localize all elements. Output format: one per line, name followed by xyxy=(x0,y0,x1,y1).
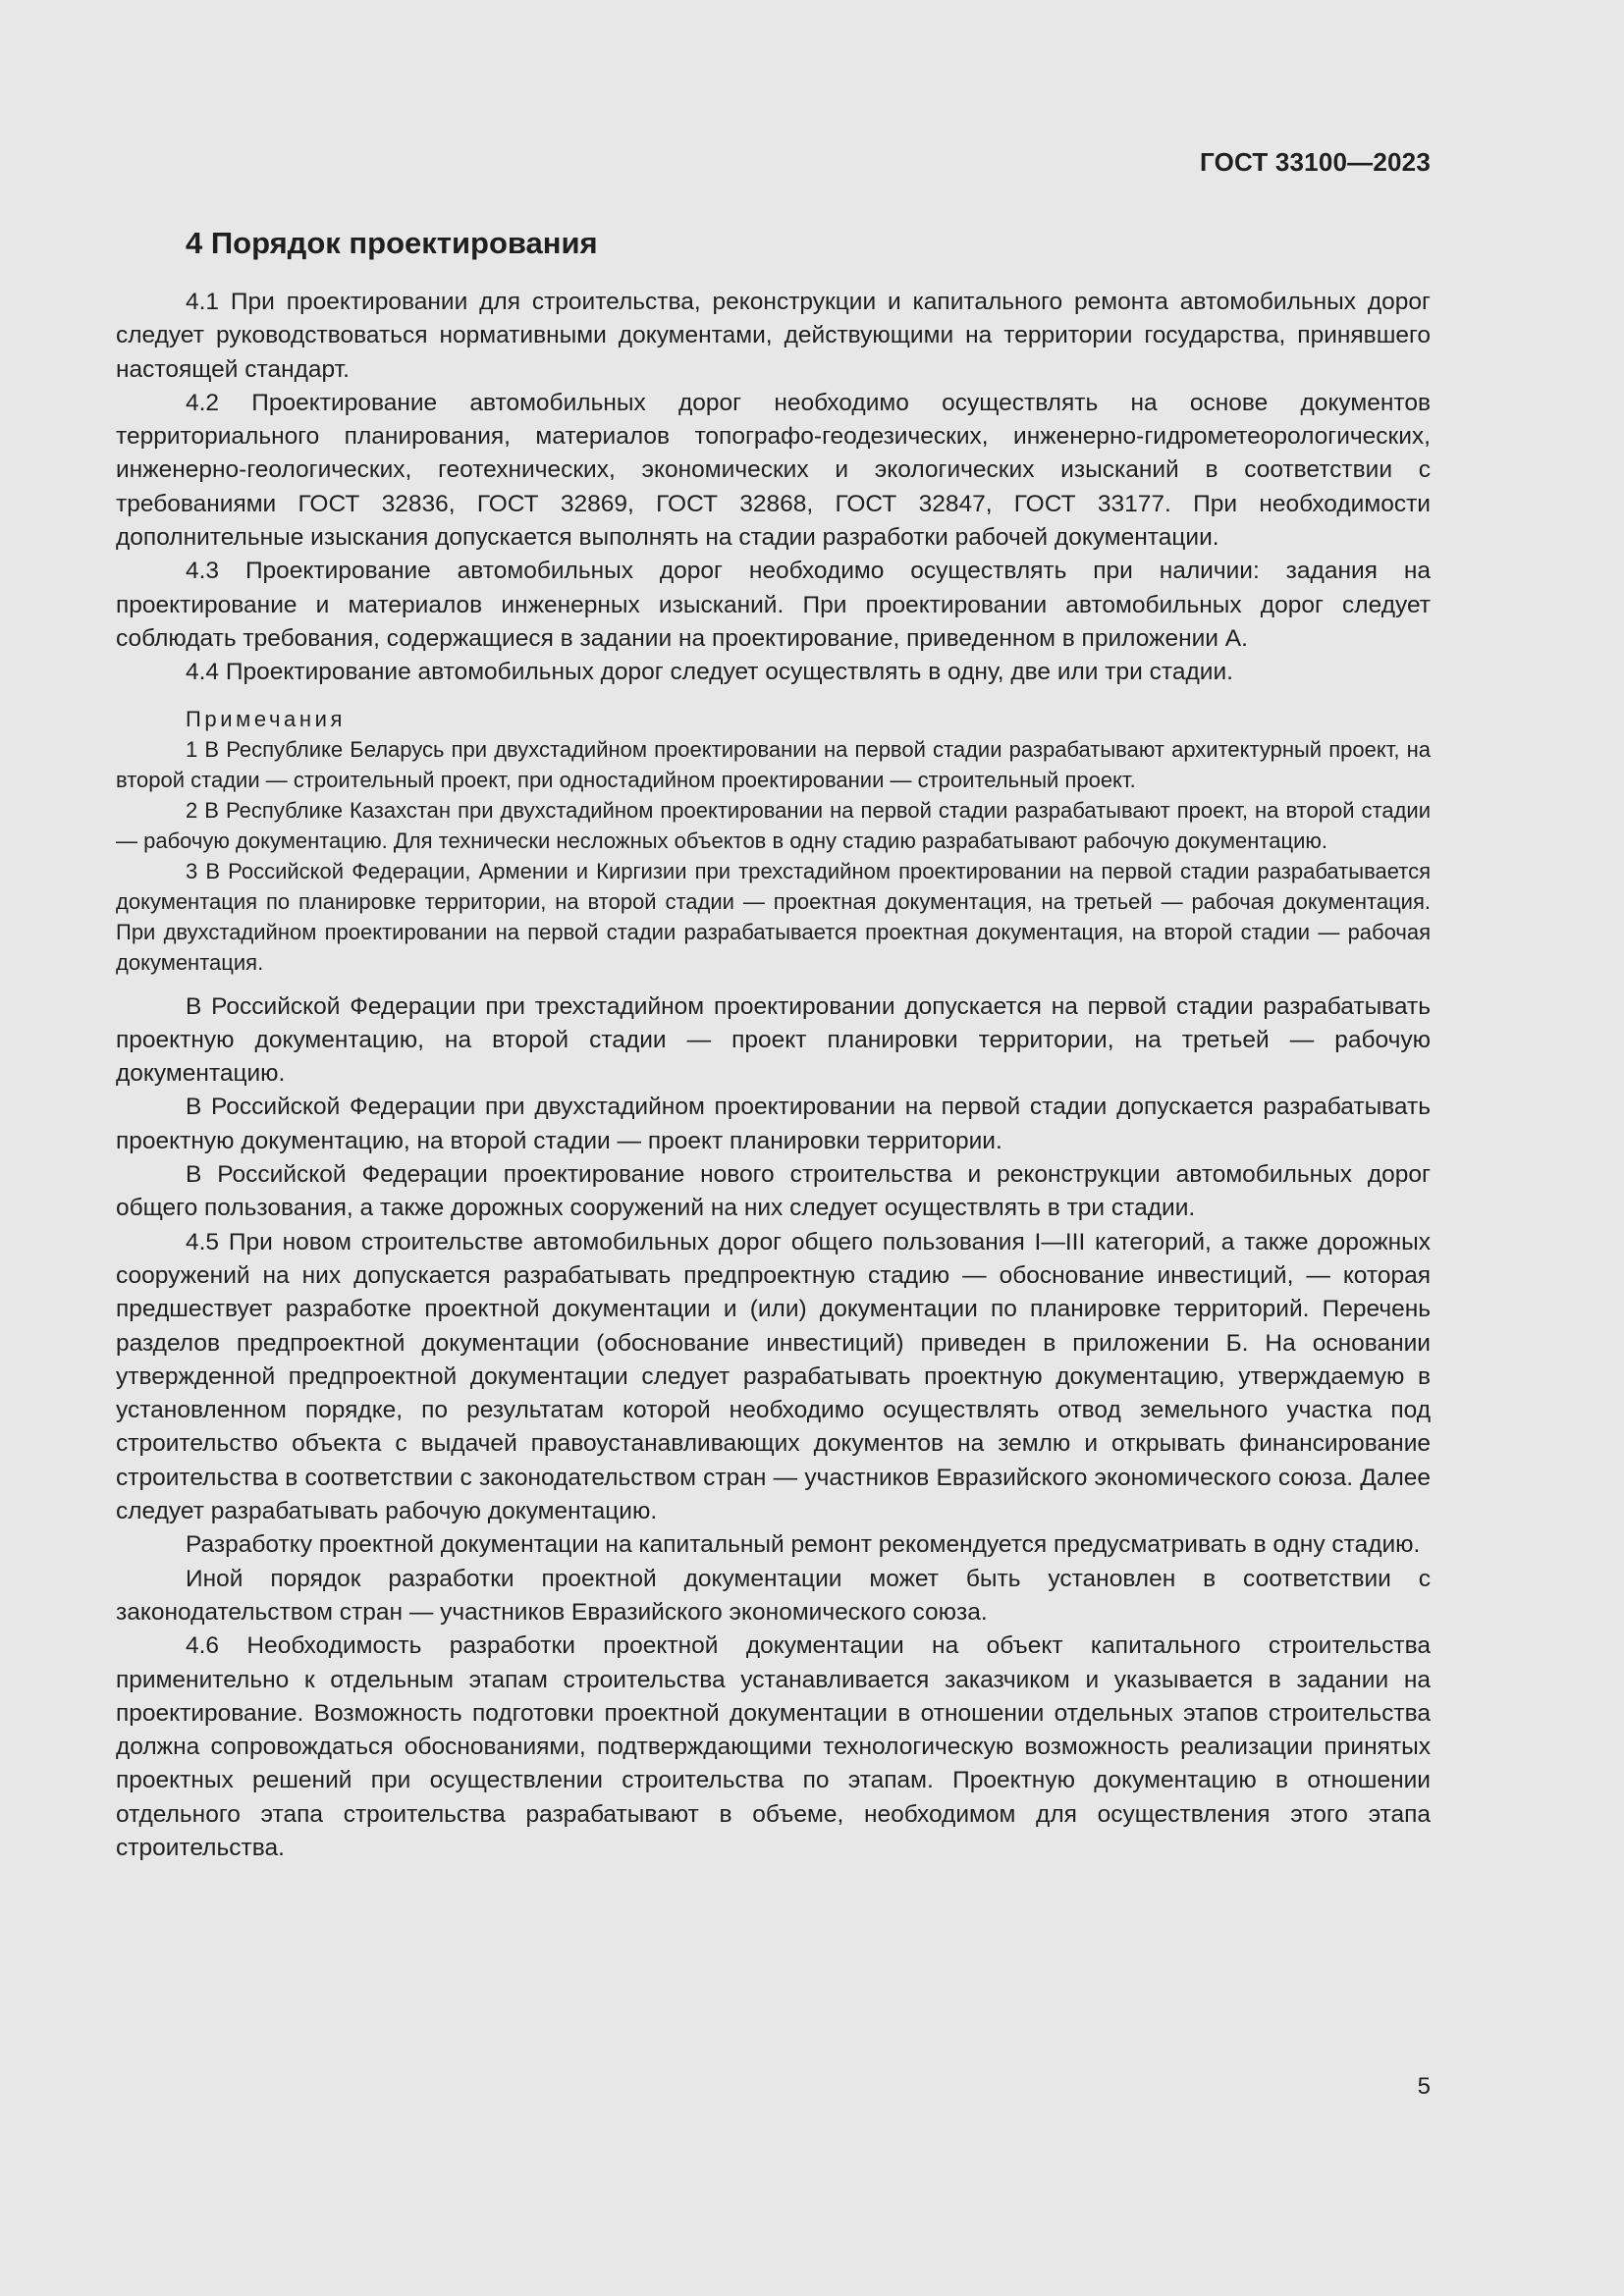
document-body xyxy=(116,286,1431,1865)
paragraph: В Российской Федерации при двухстадийном проектировании на первой стадии допускается разрабатывать проектную документацию, на второй стадии — проект планировки территории. xyxy=(116,1094,1431,1154)
clause-4-1: 4.1 При проектировании для строительства, реконструкции и капитального ремонта автомобильных дорог следует руководствоваться нормативными документами, действующими на территории государства, принявшего настоящей стандарт. xyxy=(116,289,1431,383)
clause-4-6: 4.6 Необходимость разработки проектной документации на объект капитального строительства применительно к отдельным этапам строительства устанавливается заказчиком и указывается в задании на проектирование. Возможность подготовки проектной документации в отношении отдельных этапов строительства должна сопровождаться обоснованиями, подтверждающими технологическую возможность реализации принятых проектных решений при осуществлении строительства по этапам. Проектную документацию в отношении отдельного этапа строительства разрабатывают в объеме, необходимом для осуществления этого этапа строительства. xyxy=(116,1632,1431,1861)
note-item: 3 В Российской Федерации, Армении и Киргизии при трехстадийном проектировании на первой стадии разрабатывается документация по планировке территории, на второй стадии — проектная документация, на третьей — рабочая документация. При двухстадийном проектировании на первой стадии разрабатывается проектная документация, на второй стадии — рабочая документация. xyxy=(116,858,1431,975)
page-number: 5 xyxy=(1417,2073,1431,2100)
clause-4-5: 4.5 При новом строительстве автомобильных дорог общего пользования I—III категорий, а также дорожных сооружений на них допускается разрабатывать предпроектную стадию — обоснование инвестиций, — которая предшествует разработке проектной документации и (или) документации по планировке территорий. Перечень разделов предпроектной документации (обоснование инвестиций) приведен в приложении Б. На основании утвержденной предпроектной документации следует разрабатывать проектную документацию, утверждаемую в установленном порядке, по результатам которой необходимо осуществлять отвод земельного участка под строительство объекта с выдачей правоустанавливающих документов на землю и открывать финансирование строительства в соответствии с законодательством стран — участников Евразийского экономического союза. Далее следует разрабатывать рабочую документацию. xyxy=(116,1228,1431,1525)
notes-block xyxy=(116,704,1431,978)
paragraph: Разработку проектной документации на капитальный ремонт рекомендуется предусматривать в одну стадию. xyxy=(186,1531,1421,1559)
paragraph: В Российской Федерации при трехстадийном проектировании допускается на первой стадии разрабатывать проектную документацию, на второй стадии — проект планировки территории, на третьей — рабочую документацию. xyxy=(116,992,1431,1088)
section-title: 4 Порядок проектирования xyxy=(186,226,598,260)
clause-4-2: 4.2 Проектирование автомобильных дорог необходимо осуществлять на основе документов территориального планирования, материалов топографо-геодезических, инженерно-гидрометеорологических, инженерно-геологических, геотехнических, экономических и экологических изысканий в соответствии с требованиями ГОСТ 32836, ГОСТ 32869, ГОСТ 32868, ГОСТ 32847, ГОСТ 33177. При необходимости дополнительные изыскания допускается выполнять на стадии разработки рабочей документации. xyxy=(116,389,1431,552)
note-item: 2 В Республике Казахстан при двухстадийном проектировании на первой стадии разрабатывают проект, на второй стадии — рабочую документацию. Для технически несложных объектов в одну стадию разрабатывают рабочую документацию. xyxy=(116,797,1431,853)
standard-code: ГОСТ 33100—2023 xyxy=(1200,147,1431,177)
clause-4-4: 4.4 Проектирование автомобильных дорог следует осуществлять в одну, две или три стадии. xyxy=(186,659,1233,686)
note-item: 1 В Республике Беларусь при двухстадийном проектировании на первой стадии разрабатывают архитектурный проект, на второй стадии — строительный проект, при одностадийном проектировании — строительный проект. xyxy=(116,736,1431,792)
paragraph: Иной порядок разработки проектной документации может быть установлен в соответствии с законодательством стран — участников Евразийского экономического союза. xyxy=(116,1565,1431,1626)
notes-heading: Примечания xyxy=(186,706,347,731)
paragraph: В Российской Федерации проектирование нового строительства и реконструкции автомобильных дорог общего пользования, а также дорожных сооружений на них следует осуществлять в три стадии. xyxy=(116,1161,1431,1222)
clause-4-3: 4.3 Проектирование автомобильных дорог необходимо осуществлять при наличии: задания на проектирование и материалов инженерных изысканий. При проектировании автомобильных дорог следует соблюдать требования, содержащиеся в задании на проектирование, приведенном в приложении А. xyxy=(116,558,1431,652)
